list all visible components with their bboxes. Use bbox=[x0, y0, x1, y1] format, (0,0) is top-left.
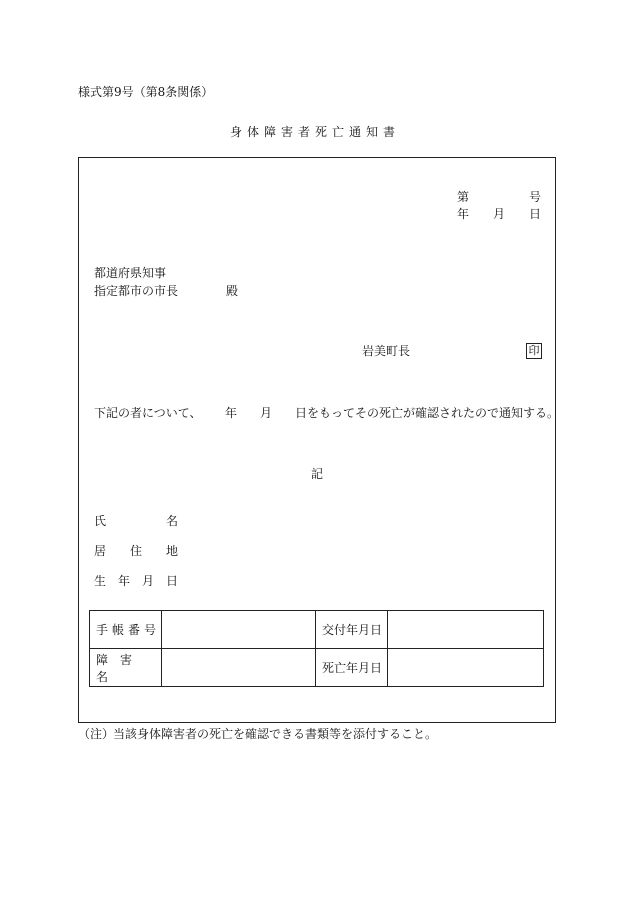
addressee-mayor: 指定都市の市長 bbox=[94, 284, 179, 298]
handbook-number-label: 手帳番号 bbox=[90, 611, 162, 649]
notice-text-rest: 日をもってその死亡が確認されたので通知する。 bbox=[295, 406, 560, 420]
info-table bbox=[89, 610, 544, 687]
table-row bbox=[90, 649, 544, 687]
issue-date-cell[interactable] bbox=[388, 611, 544, 649]
field-residence-label: 居 bbox=[94, 544, 107, 558]
disability-name-cell[interactable] bbox=[162, 649, 316, 687]
handbook-number-cell[interactable] bbox=[162, 611, 316, 649]
date-year-label: 年 bbox=[457, 207, 470, 221]
seal-mark: 印 bbox=[526, 343, 542, 359]
field-name-label: 氏 bbox=[94, 514, 107, 528]
document-title: 身体障害者死亡通知書 bbox=[229, 125, 400, 139]
notice-month-label: 月 bbox=[260, 406, 273, 420]
issue-date-label: 交付年月日 bbox=[316, 611, 388, 649]
death-date-label: 死亡年月日 bbox=[316, 649, 388, 687]
field-residence-label: 地 bbox=[166, 544, 179, 558]
footnote-text: 当該身体障害者の死亡を確認できる書類等を添付すること。 bbox=[113, 727, 438, 741]
field-birthdate-label: 生 bbox=[94, 574, 107, 588]
field-residence-label: 住 bbox=[130, 544, 143, 558]
notice-year-label: 年 bbox=[225, 406, 238, 420]
notice-text-prefix: 下記の者について、 bbox=[94, 406, 202, 420]
field-birthdate-label: 月 bbox=[142, 574, 155, 588]
field-name-label: 名 bbox=[166, 514, 179, 528]
footnote-tag: （注） bbox=[78, 727, 115, 741]
date-day-label: 日 bbox=[529, 207, 542, 221]
document-number-label: 第 bbox=[457, 190, 470, 204]
addressee-honorific: 殿 bbox=[226, 284, 239, 298]
date-month-label: 月 bbox=[493, 207, 506, 221]
table-row bbox=[90, 611, 544, 649]
form-label: 様式第9号（第8条関係） bbox=[78, 85, 214, 99]
death-date-cell[interactable] bbox=[388, 649, 544, 687]
field-birthdate-label: 年 bbox=[118, 574, 131, 588]
ki-heading: 記 bbox=[311, 467, 324, 481]
disability-name-label: 障害名 bbox=[90, 649, 162, 687]
sender-name: 岩美町長 bbox=[362, 344, 411, 358]
addressee-governor: 都道府県知事 bbox=[94, 266, 167, 280]
document-number-suffix: 号 bbox=[529, 190, 542, 204]
field-birthdate-label: 日 bbox=[166, 574, 179, 588]
